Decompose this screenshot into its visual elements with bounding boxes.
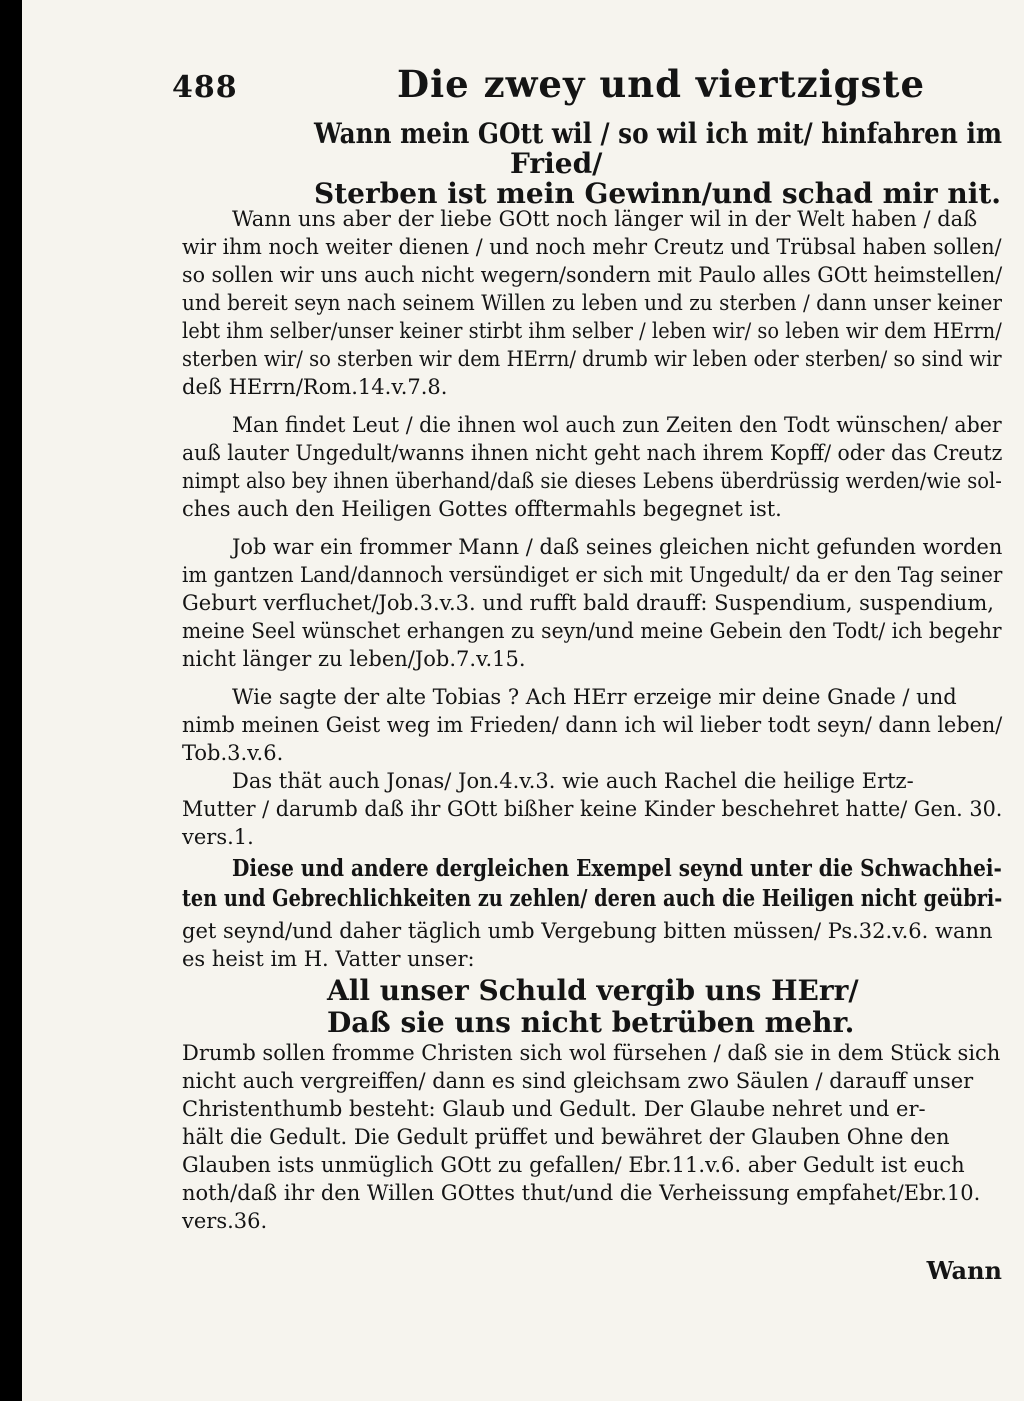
text-line: deß HErrn/Rom.14.v.7.8. bbox=[182, 375, 448, 399]
text-line: so sollen wir uns auch nicht wegern/sondern mit Paulo alles GOtt heimstellen/ bbox=[182, 263, 1003, 287]
text-line: Mutter / darumb daß ihr GOtt bißher keine Kinder beschehret hatte/ Gen. 30. bbox=[182, 797, 1003, 821]
text-line: vers.1. bbox=[182, 825, 254, 849]
running-title: Die zwey und viertzigste bbox=[397, 62, 925, 106]
text-line: Job war ein frommer Mann / daß seines gleichen nicht gefunden worden bbox=[232, 535, 1003, 559]
text-line: und bereit seyn nach seinem Willen zu leben und zu sterben / dann unser keiner bbox=[182, 291, 1002, 315]
verse-line: Wann mein GOtt wil / so wil ich mit/ hinfahren im bbox=[314, 117, 1002, 150]
text-line: get seynd/und daher täglich umb Vergebung bitten müssen/ Ps.32.v.6. wann bbox=[182, 919, 993, 943]
page-number: 488 bbox=[172, 70, 238, 105]
text-line: Glauben ists unmüglich GOtt zu gefallen/ Ebr.11.v.6. aber Gedult ist euch bbox=[182, 1153, 965, 1177]
text-line: ten und Gebrechlichkeiten zu zehlen/ deren auch die Heiligen nicht geübri- bbox=[182, 885, 1003, 912]
text-line: es heist im H. Vatter unser: bbox=[182, 947, 475, 971]
text-line: Diese und andere dergleichen Exempel seynd unter die Schwachhei- bbox=[232, 855, 1002, 882]
text-line: wir ihm noch weiter dienen / und noch mehr Creutz und Trübsal haben sollen/ bbox=[182, 235, 1002, 259]
verse-line: Daß sie uns nicht betrüben mehr. bbox=[327, 1006, 855, 1039]
text-line: Das thät auch Jonas/ Jon.4.v.3. wie auch Rachel die heilige Ertz- bbox=[232, 769, 914, 793]
text-line: lebt ihm selber/unser keiner stirbt ihm selber / leben wir/ so leben wir dem HErrn/ bbox=[182, 319, 1002, 343]
text-line: meine Seel wünschet erhangen zu seyn/und meine Gebein den Todt/ ich begehr bbox=[182, 619, 1002, 643]
text-line: Man findet Leut / die ihnen wol auch zun Zeiten den Todt wünschen/ aber bbox=[232, 413, 1002, 437]
text-line: Wann uns aber der liebe GOtt noch länger wil in der Welt haben / daß bbox=[232, 207, 978, 231]
text-line: nicht auch vergreiffen/ dann es sind gleichsam zwo Säulen / darauff unser bbox=[182, 1069, 974, 1093]
text-line: noth/daß ihr den Willen GOttes thut/und die Verheissung empfahet/Ebr.10. bbox=[182, 1181, 981, 1205]
text-line: vers.36. bbox=[182, 1209, 268, 1233]
text-line: Tob.3.v.6. bbox=[182, 741, 284, 765]
text-line: nimpt also bey ihnen überhand/daß sie dieses Lebens überdrüssig werden/wie sol- bbox=[182, 469, 1002, 493]
text-line: ches auch den Heiligen Gottes offtermahls begegnet ist. bbox=[182, 497, 782, 521]
text-line: im gantzen Land/dannoch versündiget er sich mit Ungedult/ da er den Tag seiner bbox=[182, 563, 1003, 587]
text-line: hält die Gedult. Die Gedult prüffet und bewähret der Glauben Ohne den bbox=[182, 1125, 950, 1149]
catchword: Wann bbox=[926, 1256, 1002, 1285]
book-page bbox=[22, 0, 1024, 1401]
text-line: Drumb sollen fromme Christen sich wol fürsehen / daß sie in dem Stück sich bbox=[182, 1041, 1001, 1065]
verse-line: Fried/ bbox=[510, 147, 603, 180]
text-line: Christenthumb besteht: Glaub und Gedult. Der Glaube nehret und er- bbox=[182, 1097, 926, 1121]
text-line: sterben wir/ so sterben wir dem HErrn/ drumb wir leben oder sterben/ so sind wir bbox=[182, 347, 1002, 371]
text-line: nicht länger zu leben/Job.7.v.15. bbox=[182, 647, 526, 671]
text-line: Geburt verfluchet/Job.3.v.3. und rufft bald drauff: Suspendium, suspendium, bbox=[182, 591, 994, 615]
text-line: nimb meinen Geist weg im Frieden/ dann ich wil lieber todt seyn/ dann leben/ bbox=[182, 713, 1003, 737]
text-line: Wie sagte der alte Tobias ? Ach HErr erzeige mir deine Gnade / und bbox=[232, 685, 957, 709]
verse-line: Sterben ist mein Gewinn/und schad mir nit. bbox=[314, 177, 1002, 210]
page-header bbox=[172, 62, 992, 112]
verse-line: All unser Schuld vergib uns HErr/ bbox=[327, 974, 859, 1007]
text-line: auß lauter Ungedult/wanns ihnen nicht geht nach ihrem Kopff/ oder das Creutz bbox=[182, 441, 1003, 465]
